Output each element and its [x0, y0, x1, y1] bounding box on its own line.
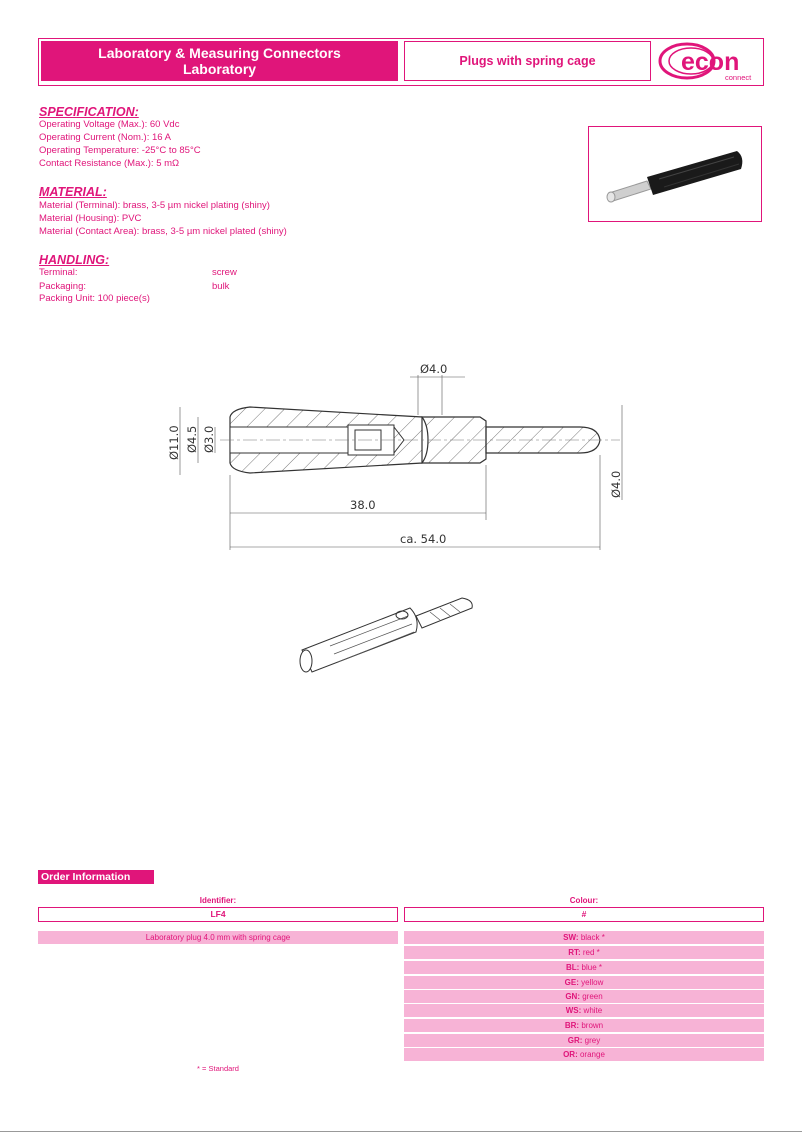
specification-title: SPECIFICATION: — [39, 105, 139, 119]
page-bottom-rule — [0, 1131, 802, 1132]
handling-packaging-value: bulk — [212, 281, 230, 292]
dim-body-length: 38.0 — [350, 498, 376, 512]
colour-header: Colour: — [569, 896, 599, 905]
colour-row — [404, 1019, 764, 1032]
colour-name: blue * — [581, 963, 603, 972]
header-title-line2: Laboratory — [182, 61, 257, 77]
colour-code: RT: — [568, 948, 581, 957]
colour-row — [404, 1048, 764, 1061]
colour-row — [404, 931, 764, 944]
handling-terminal-value: screw — [212, 267, 237, 278]
material-line: Material (Housing): PVC — [39, 213, 142, 224]
perspective-sketch — [290, 588, 485, 680]
order-information-tab: Order Information — [38, 870, 154, 884]
spec-line: Contact Resistance (Max.): 5 mΩ — [39, 158, 180, 169]
colour-row — [404, 946, 764, 959]
handling-packaging-label: Packaging: — [39, 281, 87, 292]
colour-code: GN: — [565, 992, 580, 1001]
svg-text:connect: connect — [725, 73, 752, 82]
spec-line: Operating Temperature: -25°C to 85°C — [39, 145, 201, 156]
handling-packing-unit: Packing Unit: 100 piece(s) — [39, 293, 150, 304]
handling-title: HANDLING: — [39, 253, 110, 267]
colour-row — [404, 961, 764, 974]
standard-footnote: * = Standard — [197, 1064, 239, 1073]
technical-drawing — [160, 355, 640, 565]
colour-name: brown — [581, 1021, 604, 1030]
dim-total-length: ca. 54.0 — [400, 532, 447, 546]
dim-inner-diameter: Ø3.0 — [202, 425, 216, 453]
handling-terminal-label: Terminal: — [39, 267, 78, 278]
colour-name: yellow — [581, 978, 604, 987]
identifier-header: Identifier: — [199, 896, 237, 905]
dim-body-diameter: Ø11.0 — [167, 425, 181, 460]
header-title — [41, 41, 398, 81]
colour-row — [404, 990, 764, 1003]
econ-logo — [657, 40, 759, 82]
colour-row — [404, 1004, 764, 1017]
dim-pin-diameter: Ø4.0 — [609, 470, 623, 498]
colour-row — [404, 976, 764, 989]
colour-name: orange — [579, 1050, 605, 1059]
material-line: Material (Terminal): brass, 3-5 µm nickel plating (shiny) — [39, 200, 270, 211]
colour-name: white — [583, 1006, 603, 1015]
product-description: Laboratory plug 4.0 mm with spring cage — [38, 931, 398, 944]
spec-line: Operating Current (Nom.): 16 A — [39, 132, 171, 143]
colour-name: green — [582, 992, 603, 1001]
material-line: Material (Contact Area): brass, 3-5 µm nickel plated (shiny) — [39, 226, 287, 237]
colour-code: OR: — [563, 1050, 578, 1059]
dim-tip-diameter: Ø4.0 — [420, 362, 448, 376]
colour-code: GR: — [567, 1036, 583, 1045]
colour-code: GE: — [564, 978, 579, 987]
header-subtitle: Plugs with spring cage — [404, 41, 651, 81]
product-photo — [588, 126, 762, 222]
colour-row — [404, 1034, 764, 1047]
colour-name: black * — [580, 933, 605, 942]
colour-code: SW: — [563, 933, 579, 942]
colour-code: BR: — [564, 1021, 580, 1030]
svg-text:econ: econ — [681, 48, 740, 76]
dim-bore-diameter: Ø4.5 — [185, 425, 199, 453]
colour-name: red * — [582, 948, 600, 957]
spec-line: Operating Voltage (Max.): 60 Vdc — [39, 119, 180, 130]
banana-plug-photo — [589, 127, 761, 221]
colour-code: BL: — [565, 963, 580, 972]
colour-value: # — [404, 907, 764, 922]
colour-code: WS: — [565, 1006, 582, 1015]
colour-name: grey — [584, 1036, 601, 1045]
material-title: MATERIAL: — [39, 185, 107, 199]
header-title-line1: Laboratory & Measuring Connectors — [98, 45, 341, 61]
identifier-value: LF4 — [38, 907, 398, 922]
